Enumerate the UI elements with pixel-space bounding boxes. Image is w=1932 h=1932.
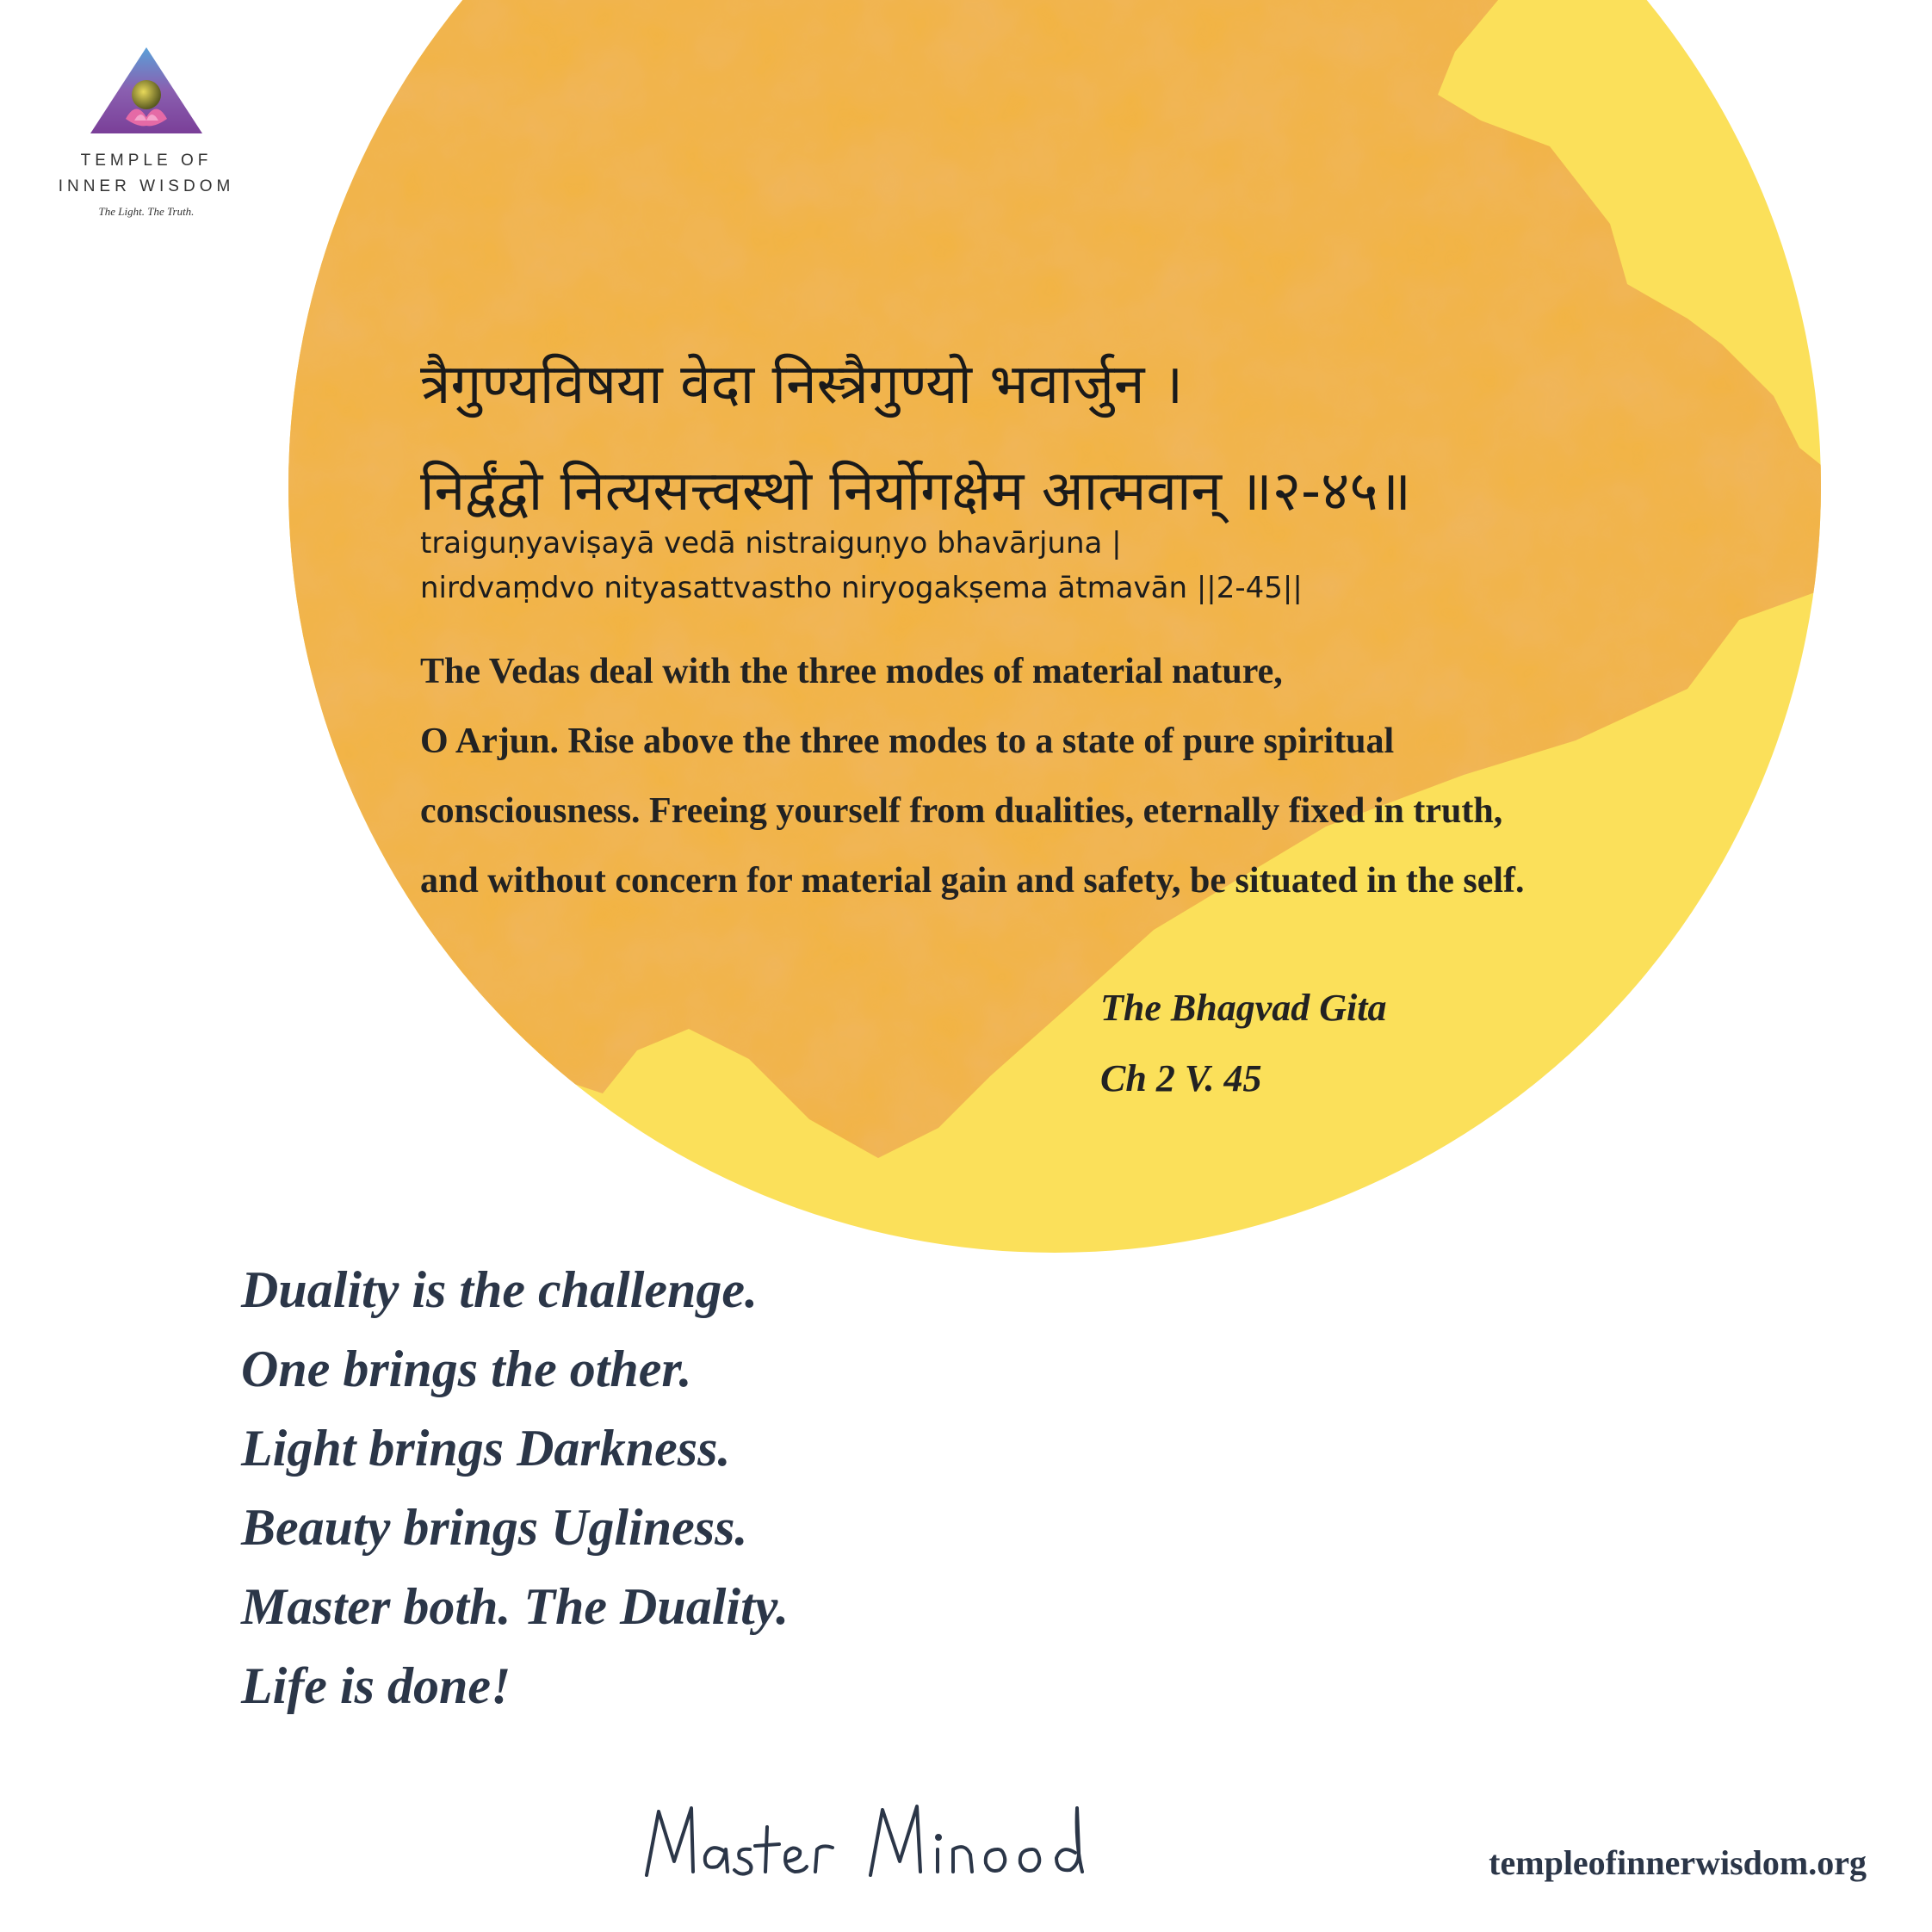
reflection-line-5: Master both. The Duality. (241, 1578, 790, 1635)
sanskrit-line-1: त्रैगुण्यविषया वेदा निस्त्रैगुण्यो भवार्जुन । (420, 353, 1184, 417)
signature-text: Master Minood (641, 1893, 653, 1895)
logo-tagline: The Light. The Truth. (98, 205, 195, 218)
citation-source: The Bhagvad Gita (1100, 987, 1387, 1029)
sanskrit-verse (420, 331, 1411, 545)
translation-line-1: The Vedas deal with the three modes of material nature, (420, 652, 1283, 691)
logo-name-line1: TEMPLE OF (80, 152, 213, 170)
translit-line-2: nirdvaṃdvo nityasattvastho niryogakṣema ātmavān ||2-45|| (420, 571, 1303, 605)
citation-reference: Ch 2 V. 45 (1100, 1057, 1262, 1099)
triangle-lotus-globe-icon (86, 43, 207, 138)
reflection-line-1: Duality is the challenge. (241, 1261, 758, 1318)
handwritten-signature (641, 1793, 1106, 1896)
english-translation (420, 637, 1729, 916)
transliteration (420, 521, 1303, 610)
translation-line-4: and without concern for material gain and safety, be situated in the self. (420, 861, 1525, 901)
reflection-line-3: Light brings Darkness. (241, 1420, 731, 1477)
translation-line-2: O Arjun. Rise above the three modes to a state of pure spiritual (420, 721, 1395, 761)
reflection-line-4: Beauty brings Ugliness. (241, 1499, 748, 1556)
translit-line-1: traiguṇyaviṣayā vedā nistraiguṇyo bhavārjuna | (420, 526, 1122, 560)
reflection-line-2: One brings the other. (241, 1341, 692, 1397)
sanskrit-line-2: निर्द्वंद्वो नित्यसत्त्वस्थो निर्योगक्षेम आत्मवान् ॥२-४५॥ (420, 460, 1411, 523)
reflection-line-6: Life is done! (241, 1657, 511, 1714)
logo-wordmark (52, 148, 241, 200)
reflection-text (241, 1250, 789, 1725)
website-url[interactable]: templeofinnerwisdom.org (1489, 1843, 1867, 1882)
translation-line-3: consciousness. Freeing yourself from dualities, eternally fixed in truth, (420, 791, 1503, 831)
verse-citation (1100, 973, 1386, 1114)
logo-name-line2: INNER WISDOM (58, 177, 235, 195)
temple-logo (52, 43, 241, 219)
